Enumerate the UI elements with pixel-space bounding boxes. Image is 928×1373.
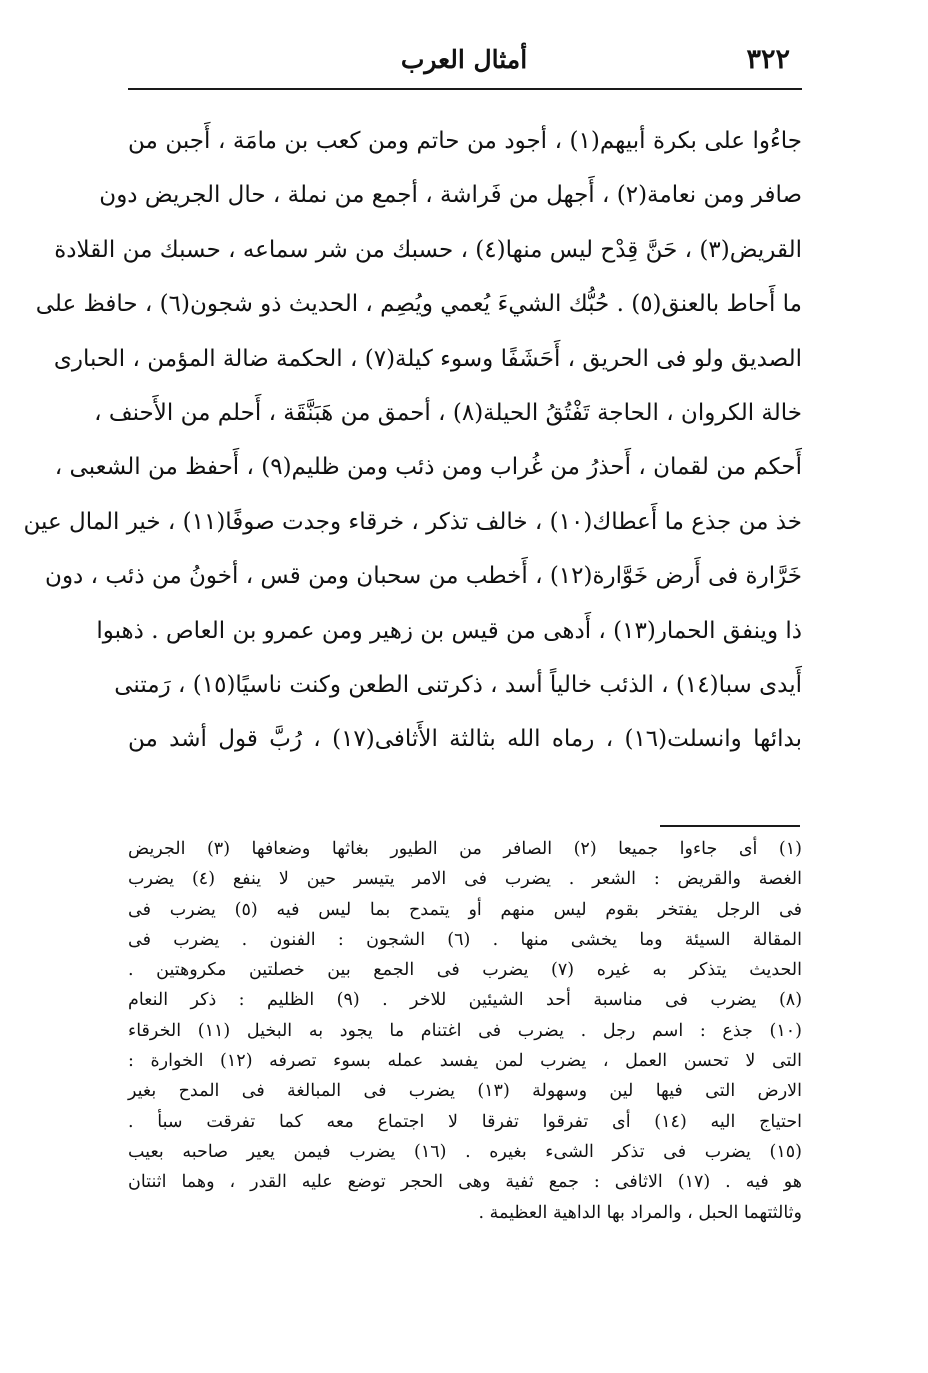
text-line: خَرَّارة فى أَرض خَوَّارة(١٢) ، أَخطب من سحبان ومن قس ، أخونُ من ذئب ، دون <box>45 563 802 590</box>
text-line: ما أَحاط بالعنق(٥) . حُبُّك الشيءَ يُعمي ويُصِم ، الحديث ذو شجون(٦) ، حافظ على <box>35 291 802 318</box>
footnotes <box>128 834 802 1228</box>
text-line: أَيدى سبا(١٤) ، الذئب خالياً أسد ، ذكرتنى الطعن وكنت ناسيًا(١٥) ، رَمتنى <box>114 671 802 698</box>
footnote-line: (١٠) جذع : اسم رجل . يضرب فى اغتنام ما يجود به البخيل (١١) الخرقاء <box>128 1020 802 1041</box>
text-line: ذا وينفق الحمار(١٣) ، أَدهى من قيس بن زهير ومن عمرو بن العاص . ذهبوا <box>96 617 802 644</box>
header-divider <box>128 88 802 90</box>
text-line: بدائها وانسلت(١٦) ، رماه الله بثالثة الأَثافى(١٧) ، رُبَّ قول أشد من <box>128 726 802 753</box>
text-line: الصديق ولو فى الحريق ، أَحَشَفًا وسوء كيلة(٧) ، الحكمة ضالة المؤمن ، الحبارى <box>53 345 802 372</box>
footnote-line: وثالثتهما الحبل ، والمراد بها الداهية العظيمة . <box>478 1202 802 1223</box>
footnote-line: الارض التى فيها لين وسهولة (١٣) يضرب فى المبالغة فى المدح بغير <box>128 1081 802 1102</box>
footnote-line: فى الرجل يفتخر بقوم ليس منهم أو يتمدح بما ليس فيه (٥) يضرب فى <box>128 899 802 920</box>
footnote-line: الحديث يتذكر به غيره (٧) يضرب فى الجمع بين خصلتين مكروهتين . <box>128 960 802 981</box>
footnote-line: المقالة السيئة وما يخشى منها . (٦) الشجون : الفنون . يضرب فى <box>128 929 802 950</box>
footnote-line: (١) أى جاءوا جميعا (٢) الصافر من الطيور بغاثها وضعافها (٣) الجريض <box>128 839 802 859</box>
text-line: خذ من جذع ما أَعطاك(١٠) ، خالف تذكر ، خرقاء وجدت صوفًا(١١) ، خير المال عين <box>23 508 802 535</box>
footnote-line: (١٥) يضرب فى تذكر الشىء بغيره . (١٦) يضرب فيمن يعير صاحبه بعيب <box>128 1141 802 1162</box>
text-line: أَحكم من لقمان ، أَحذرُ من غُراب ومن ذئب ومن ظليم(٩) ، أَحفظ من الشعبى ، <box>54 454 802 481</box>
running-title: أمثال العرب <box>400 45 528 74</box>
text-line: القريض(٣) ، حَنَّ قِدْح ليس منها(٤) ، حسبك من شر سماعه ، حسبك من القلادة <box>54 236 802 263</box>
footnote-line: هو فيه . (١٧) الاثافى : جمع ثفية وهى الحجر توضع عليه القدر ، وهما اثنتان <box>128 1172 802 1193</box>
footnote-line: (٨) يضرب فى مناسبة أحد الشيئين للاخر . (٩) الظليم : ذكر النعام <box>128 990 803 1011</box>
footnote-divider <box>660 825 800 827</box>
footnote-line: احتياج اليه (١٤) أى تفرقوا تفرقا لا اجتماع معه كما تفرقت سبأ . <box>128 1111 802 1132</box>
text-line: صافر ومن نعامة(٢) ، أَجهل من فَراشة ، أجمع من نملة ، حال الجريض دون <box>99 182 802 209</box>
page-header <box>128 40 800 84</box>
main-text <box>23 114 802 767</box>
text-line: جاءُوا على بكرة أبيهم(١) ، أجود من حاتم ومن كعب بن مامَة ، أَجبن من <box>128 128 802 154</box>
text-line: خالة الكروان ، الحاجة تَفْتُقُ الحيلة(٨) ، أحمق من هَبَنَّقَة ، أَحلم من الأَحنف ، <box>94 399 802 426</box>
footnote-line: الغصة والقريض : الشعر . يضرب فى الامر يتيسر حين لا ينفع (٤) يضرب <box>128 869 802 890</box>
footnote-line: التى لا تحسن العمل ، يضرب لمن يفسد عمله بسوء تصرفه (١٢) الخوارة : <box>128 1051 803 1072</box>
page-number: ٣٢٢ <box>746 44 790 75</box>
